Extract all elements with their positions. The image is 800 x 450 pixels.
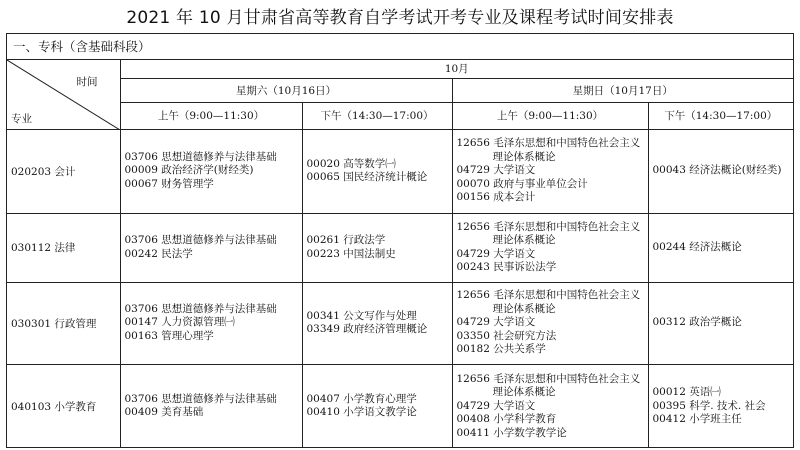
sun-pm-cell [648,364,793,448]
course: 12656 毛泽东思想和中国特色社会主义 [456,372,641,385]
major-cell: 020203 会计 [7,129,120,213]
sun-pm-cell [648,129,793,213]
course: 03350 社会研究方法 [456,329,557,342]
sat-am-cell [120,213,302,282]
course: 00070 政府与事业单位会计 [456,177,588,190]
course: 00408 小学科学教育 [456,413,557,425]
page-title: 2021 年 10 月甘肃省高等教育自学考试开考专业及课程考试时间安排表 [126,8,674,28]
sat-am-cell [120,282,302,364]
sun-am-cell [452,129,648,213]
course: 00395 科学. 技术. 社会 [652,399,766,412]
course: 00009 政治经济学(财经类) [124,164,254,177]
course: 00182 公共关系学 [456,343,546,356]
sun-pm-cell [648,213,793,282]
course: 00409 美育基础 [124,406,204,419]
course: 00244 经济法概论 [652,240,742,253]
sun-am-header: 上午（9:00—11:30） [452,102,648,129]
course: 00012 英语㈠ [652,386,721,398]
course-continuation: 理论体系概论 [492,386,556,398]
course: 00312 政治学概论 [652,316,742,329]
course: 00065 国民经济统计概论 [306,171,428,183]
sat-pm-cell [302,364,452,448]
course: 00242 民法学 [124,247,193,260]
course: 12656 毛泽东思想和中国特色社会主义 [456,289,641,302]
sat-pm-header: 下午（14:30—17:00） [302,102,452,129]
major-cell: 040103 小学教育 [7,364,120,448]
course: 00341 公文写作与处理 [306,309,417,322]
sat-am-cell [120,129,302,213]
sun-pm-cell [648,282,793,364]
time-label: 时间 [76,76,98,88]
course: 04729 大学语文 [456,316,536,329]
course: 00020 高等数学㈠ [306,157,396,170]
course-continuation: 理论体系概论 [492,234,556,246]
course: 00412 小学班主任 [652,413,742,425]
course: 03706 思想道德修养与法律基础 [124,234,277,246]
course: 00243 民事诉讼法学 [456,261,557,273]
header-diagonal-cell [7,60,120,129]
course: 04729 大学语文 [456,399,536,412]
course-continuation: 理论体系概论 [492,150,556,163]
month-header: 10月 [120,60,793,78]
table-row [7,364,793,448]
course: 00043 经济法概论(财经类) [652,164,782,177]
major-label: 专业 [11,112,32,125]
course: 00147 人力资源管理㈠ [124,316,235,329]
course: 00223 中国法制史 [306,247,396,260]
sat-pm-cell [302,213,452,282]
major-cell: 030301 行政管理 [7,282,120,364]
table-row [7,213,793,282]
course: 12656 毛泽东思想和中国特色社会主义 [456,220,641,233]
day2-header: 星期日（10月17日） [452,78,793,102]
schedule-table-frame [6,33,794,448]
course: 03349 政府经济管理概论 [306,323,428,335]
course: 12656 毛泽东思想和中国特色社会主义 [456,137,641,150]
major-cell: 030112 法律 [7,213,120,282]
course: 03706 思想道德修养与法律基础 [124,302,277,315]
sat-am-header: 上午（9:00—11:30） [120,102,302,129]
sun-pm-header: 下午（14:30—17:00） [648,102,793,129]
table-row [7,129,793,213]
sat-pm-cell [302,129,452,213]
sun-am-cell [452,364,648,448]
section-heading: 一、专科（含基础科段） [7,34,793,60]
table-row [7,282,793,364]
course: 00411 小学数学教学论 [456,426,567,439]
course: 00407 小学教育心理学 [306,392,417,405]
course: 03706 思想道德修养与法律基础 [124,150,277,163]
course: 03706 思想道德修养与法律基础 [124,392,277,405]
course: 00156 成本会计 [456,191,536,204]
schedule-table [7,60,793,448]
course: 04729 大学语文 [456,247,536,260]
course: 00067 财务管理学 [124,177,214,190]
sun-am-cell [452,213,648,282]
course: 04729 大学语文 [456,164,536,177]
course-continuation: 理论体系概论 [492,302,556,315]
sat-am-cell [120,364,302,448]
course: 00261 行政法学 [306,234,386,246]
course: 00163 管理心理学 [124,329,214,342]
course: 00410 小学语文教学论 [306,406,417,419]
sat-pm-cell [302,282,452,364]
sun-am-cell [452,282,648,364]
day1-header: 星期六（10月16日） [120,78,452,102]
